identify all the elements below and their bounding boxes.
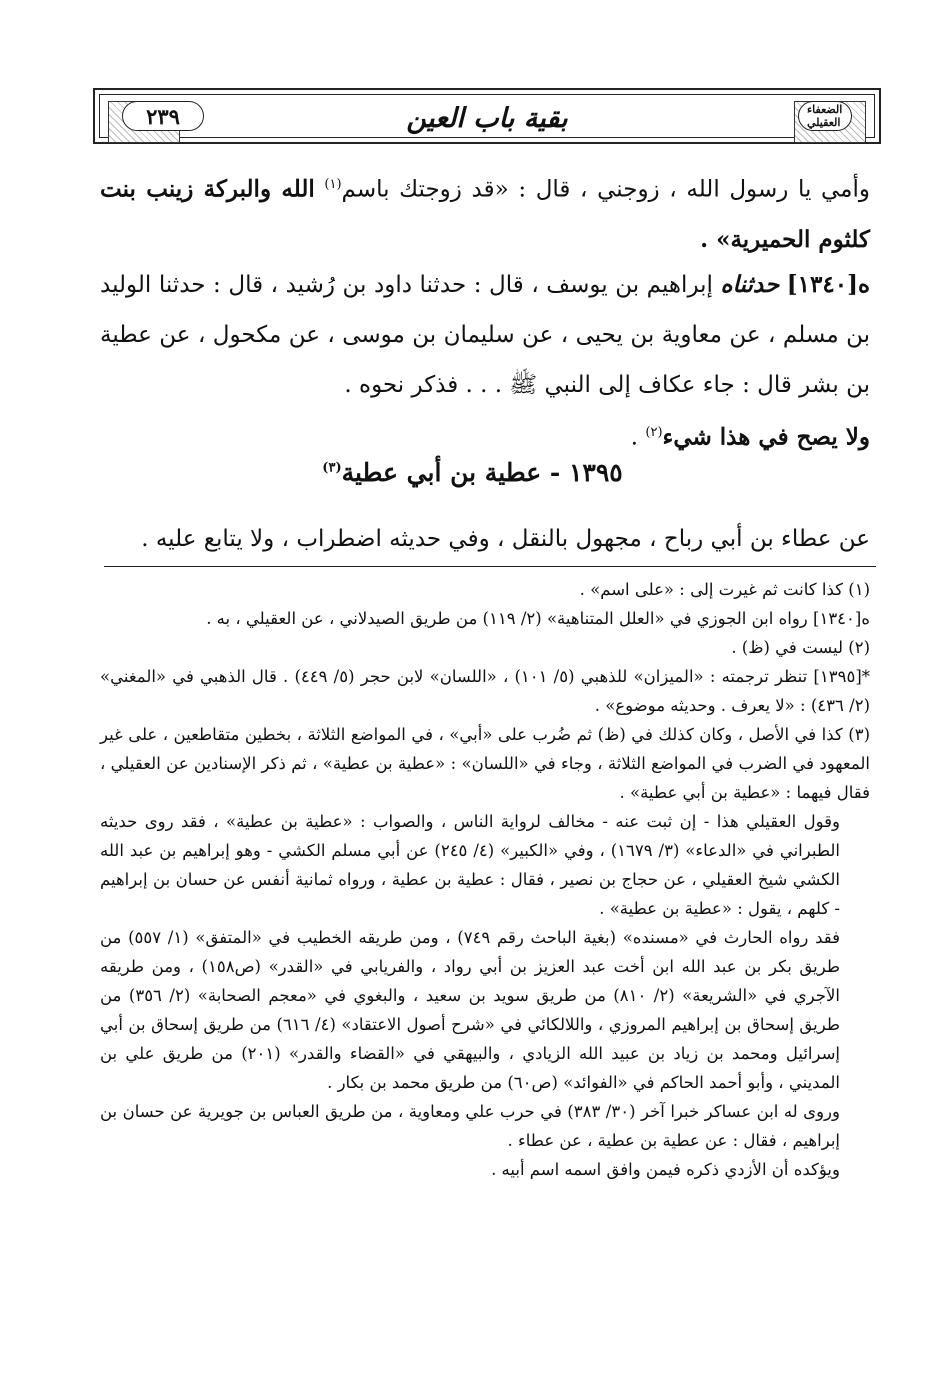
footnote-3-para-3: فقد رواه الحارث في «مسنده» (بغية الباحث رقم ٧٤٩) ، ومن طريقه الخطيب في «المتفق» (١/ ٥٥٧) من طريق بكر بن عبد الله ابن أخت عبد العزيز بن أبي رواد ، والفريابي في «القدر» (ص١٥٨) ، ومن طريقه الآجري في «الشريعة» (٢/ ٨١٠) من طريق سويد بن سعيد ، والبغوي في «معجم الصحابة» (٢/ ٣٥٦) من طريق إسحاق بن إبراهيم المروزي ، واللالكائي في «شرح أصول الاعتقاد» (٤/ ٦١٦) من طريق إسحاق بن أبي إسرائيل ومحمد بن زياد بن عبيد الله الزيادي ، والبيهقي في «القضاء والقدر» (٢٠١) من طريق علي بن المديني ، وأبو أحمد الحاكم في «الفوائد» (ص٦٠) من طريق محمد بن بكار . <box>100 928 841 1092</box>
footnote-ref-2[interactable]: (٢) <box>645 425 663 440</box>
para3-end: . <box>630 424 639 451</box>
paragraph-1 <box>100 160 870 265</box>
footnote-1340: ه[١٣٤٠] رواه ابن الجوزي في «العلل المتناهية» (٢/ ١١٩) من طريق الصيدلاني ، عن العقيلي ، به . <box>206 609 870 628</box>
footnote-ref-1[interactable]: (١) <box>324 177 342 192</box>
paragraph-2 <box>100 260 870 410</box>
footnote-1: (١) كذا كانت ثم غيرت إلى : «على اسم» . <box>579 580 870 599</box>
header-frame <box>99 94 875 138</box>
running-header <box>93 88 881 144</box>
page-number: ٢٣٩ <box>122 101 204 131</box>
entry-heading <box>0 458 945 487</box>
footnote-ref-3[interactable]: (٣) <box>322 460 342 476</box>
footnote-2: (٢) ليست في (ظ) . <box>731 638 870 657</box>
para3-text: ولا يصح في هذا شيء <box>662 423 870 451</box>
footnote-3-para-2: وقول العقيلي هذا - إن ثبت عنه - مخالف لرواية الناس ، والصواب : «عطية بن عطية» ، فقد روى حديثه الطبراني في «الدعاء» (٣/ ١٦٧٩) ، وفي «الكبير» (٤/ ٢٤٥) عن أبي مسلم الكشي - وهو إبراهيم بن عبد الله الكشي شيخ العقيلي ، عن حجاج بن نصير ، فقال : عطية بن عطية ، ورواه ثمانية أنفس عن حسان بن إبراهيم - كلهم ، يقول : «عطية بن عطية» . <box>100 812 840 918</box>
footnote-3-para-4: وروى له ابن عساكر خبرا آخر (٣٠/ ٣٨٣) في حرب علي ومعاوية ، من طريق العباس بن جويرية عن حسان بن إبراهيم ، فقال : عن عطية بن عطية ، عن عطاء . <box>100 1102 840 1150</box>
paragraph-3 <box>100 408 870 463</box>
footnote-3-para-5: ويؤكده أن الأزدي ذكره فيمن وافق اسمه اسم أبيه . <box>491 1160 840 1179</box>
footnote-separator <box>104 566 876 567</box>
footnotes <box>100 575 870 1184</box>
para1-end: الله والبركة زينب بنت كلثوم الحميرية» . <box>100 175 870 253</box>
footnote-3: (٣) كذا في الأصل ، وكان كذلك في (ظ) ثم ضُرب على «أبي» ، في المواضع الثلاثة ، بخطين متقاطعين ، على غير المعهود في الضرب في المواضع الثلاثة ، وجاء في «اللسان» : «عطية بن عطية» ، ثم ذكر الإسنادين عن العقيلي ، فقال فيهما : «عطية بن أبي عطية» . <box>100 725 870 802</box>
para1-text: وأمي يا رسول الله ، زوجني ، قال : «قد زوجتك باسم <box>341 176 870 203</box>
hadith-text: إبراهيم بن يوسف ، قال : حدثنا داود بن رُشيد ، قال : حدثنا الوليد بن مسلم ، عن معاوية بن يحيى ، عن سليمان بن موسى ، عن مكحول ، عن عطية بن بشر قال : جاء عكاف إلى النبي ﷺ . . . فذكر نحوه . <box>100 272 870 398</box>
entry-text: عن عطاء بن أبي رباح ، مجهول بالنقل ، وفي حديثه اضطراب ، ولا يتابع عليه . <box>141 526 870 552</box>
hadith-lead: حدثناه <box>720 271 780 298</box>
hadith-marker: ه[١٣٤٠] <box>786 271 871 298</box>
footnote-1395: *[١٣٩٥] تنظر ترجمته : «الميزان» للذهبي (٥/ ١٠١) ، «اللسان» لابن حجر (٥/ ٤٤٩) . قال الذهبي في «المغني» (٢/ ٤٣٦) : «لا يعرف . وحديثه موضوع» . <box>100 667 870 715</box>
entry-heading-text: ١٣٩٥ - عطية بن أبي عطية <box>341 458 623 487</box>
header-title: بقية باب العين <box>406 103 568 134</box>
book-badge: الضعفاء العقيلي <box>798 101 852 131</box>
